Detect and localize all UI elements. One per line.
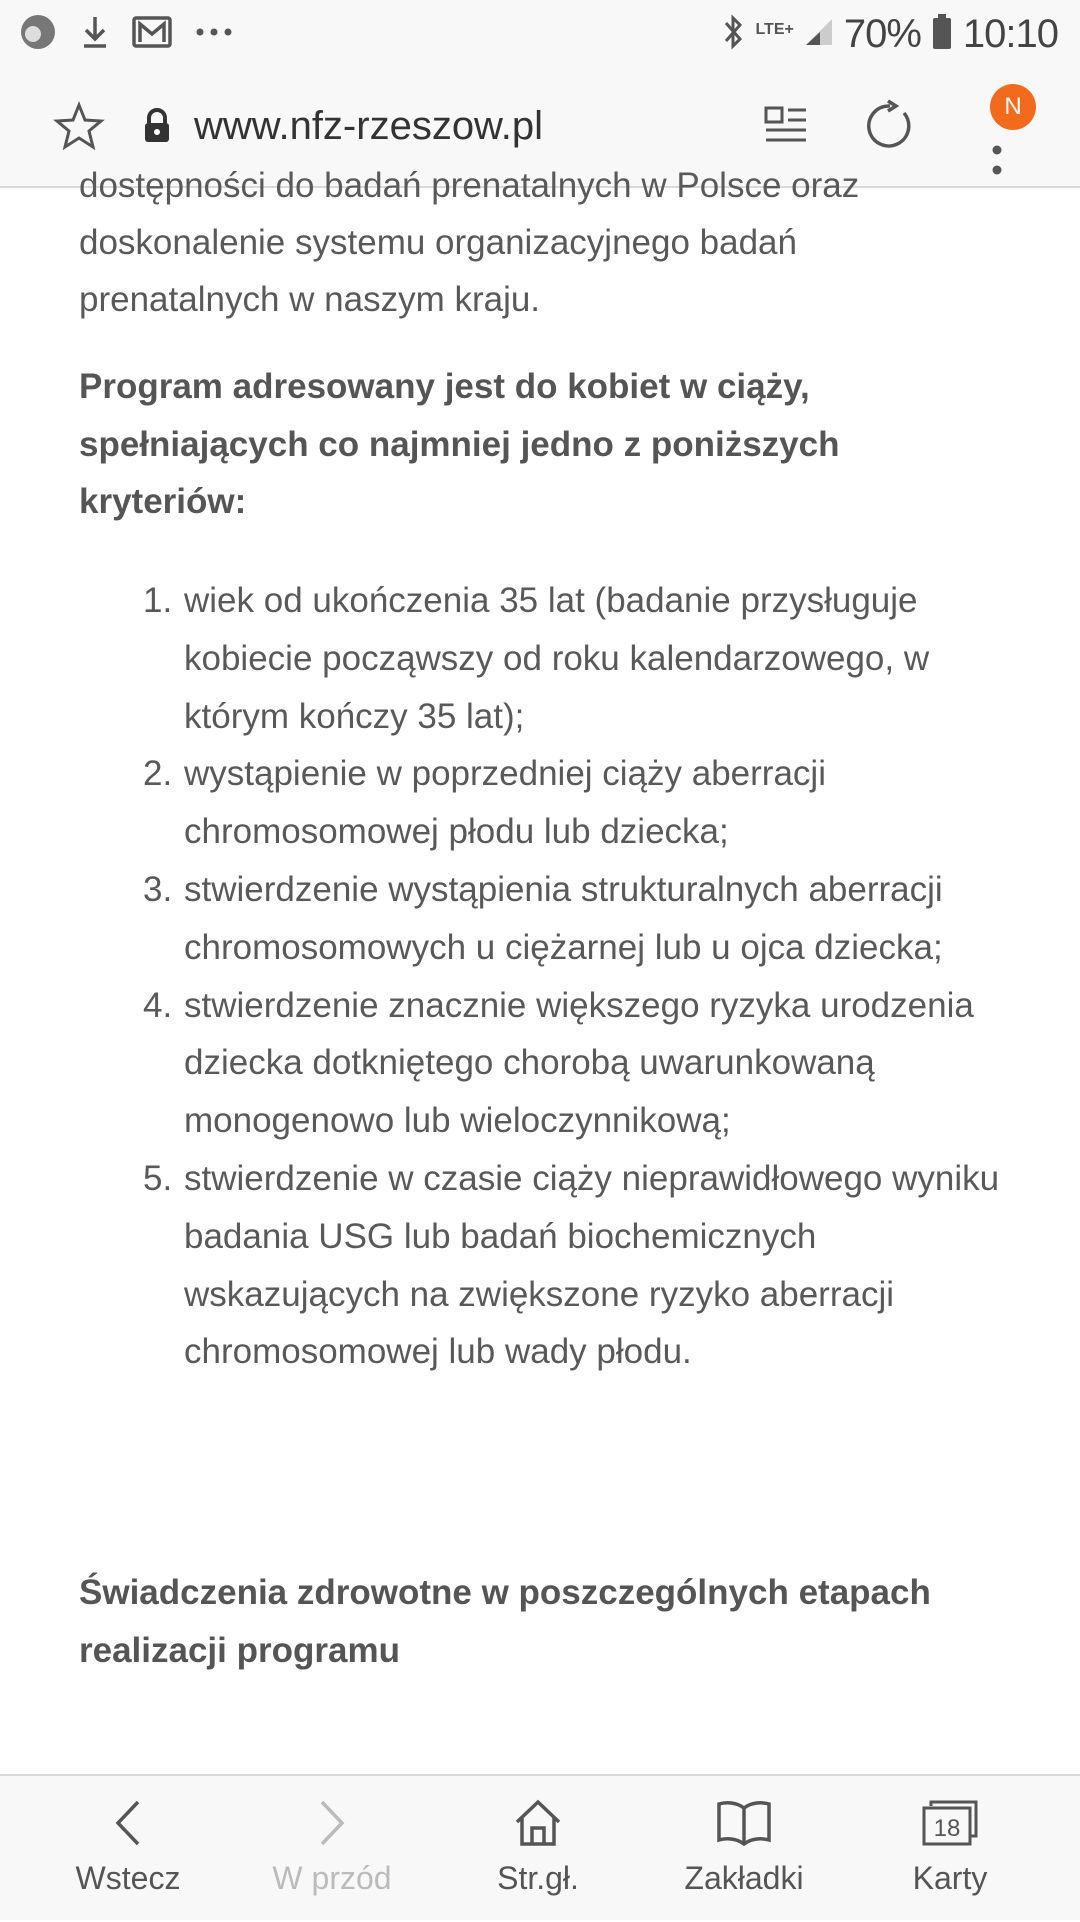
program-heading: Program adresowany jest do kobiet w ciąży, spełniających co najmniej jedno z poniższych kryteriów:	[79, 367, 840, 521]
profile-avatar[interactable]: N	[990, 84, 1036, 130]
address-bar-url[interactable]: www.nfz-rzeszow.pl	[194, 104, 543, 148]
gmail-icon	[132, 15, 172, 54]
back-button[interactable]: Wstecz	[28, 1776, 228, 1922]
bottom-navigation	[0, 1774, 1080, 1920]
cut-off-line: dostępności do badań prenatalnych w Polsce oraz	[79, 166, 860, 205]
battery-percent: 70%	[843, 11, 921, 56]
tabs-icon	[921, 1798, 979, 1848]
svg-text:18: 18	[933, 1815, 961, 1842]
status-bar	[0, 0, 1080, 68]
reload-icon[interactable]	[864, 100, 916, 157]
list-item: 5. stwierdzenie w czasie ciąży nieprawidłowego wyniku badania USG lub badań biochemicznych wskazujących na zwiększone ryzyko aberracji chromosomowej lub wady płodu.	[143, 1158, 1000, 1372]
clock: 10:10	[962, 11, 1058, 56]
forward-arrow-icon	[312, 1798, 352, 1848]
criteria-list	[79, 572, 1009, 1381]
list-item: 2. wystąpienie w poprzedniej ciąży aberracji chromosomowej płodu lub dziecka;	[143, 754, 826, 852]
section-heading: Świadczenia zdrowotne w poszczególnych etapach realizacji programu	[79, 1573, 931, 1670]
list-item: 4. stwierdzenie znacznie większego ryzyka urodzenia dziecka dotkniętego chorobą uwarunkowaną monogenowo lub wieloczynnikową;	[143, 985, 974, 1141]
bookmarks-book-icon	[716, 1798, 772, 1848]
forward-button[interactable]: W przód	[232, 1776, 432, 1922]
list-item: 3. stwierdzenie wystąpienia strukturalnych aberracji chromosomowych u ciężarnej lub u ojca dziecka;	[143, 869, 943, 967]
bluetooth-icon	[721, 13, 745, 56]
signal-icon	[804, 17, 834, 52]
lock-icon	[142, 108, 172, 149]
network-type: LTE+	[755, 21, 794, 38]
list-item: 1. wiek od ukończenia 35 lat (badanie przysługuje kobiecie począwszy od roku kalendarzowego, w którym kończy 35 lat);	[143, 581, 930, 736]
intro-line-2: prenatalnych w naszym kraju.	[79, 280, 541, 319]
home-button[interactable]: Str.gł.	[438, 1776, 638, 1922]
battery-icon	[931, 13, 953, 56]
screen-record-icon	[18, 12, 58, 57]
intro-line-1: doskonalenie systemu organizacyjnego badań	[79, 223, 797, 262]
tabs-button[interactable]: 18 Karty	[850, 1776, 1050, 1922]
more-notifications-icon	[194, 25, 234, 43]
download-icon	[80, 14, 110, 55]
reader-mode-icon[interactable]	[764, 106, 808, 151]
home-icon	[513, 1798, 563, 1848]
bookmarks-button[interactable]: Zakładki	[644, 1776, 844, 1922]
bookmark-star-icon[interactable]	[54, 102, 104, 155]
back-arrow-icon	[108, 1798, 148, 1848]
page-content	[0, 166, 1080, 1774]
